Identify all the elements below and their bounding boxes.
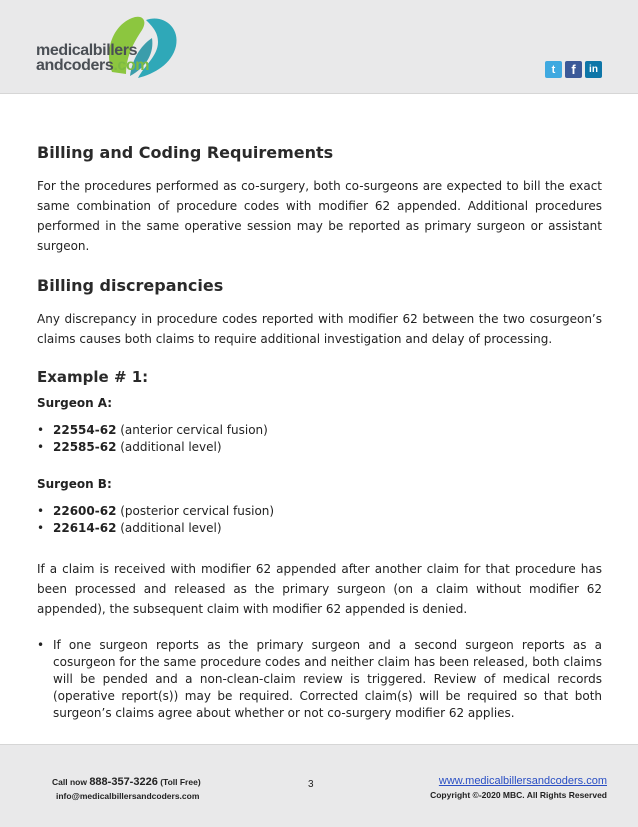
twitter-icon[interactable]: t bbox=[545, 61, 562, 78]
procedure-code: 22554-62 bbox=[53, 423, 117, 437]
footer-site bbox=[430, 773, 607, 802]
phone-number[interactable]: 888-357-3226 bbox=[89, 776, 158, 788]
page-number: 3 bbox=[308, 779, 314, 790]
logo-suffix: .com bbox=[113, 57, 150, 74]
procedure-code: 22585-62 bbox=[53, 440, 117, 454]
heading-billing-coding: Billing and Coding Requirements bbox=[37, 143, 334, 162]
surgeon-a-label: Surgeon A: bbox=[37, 396, 113, 410]
procedure-desc: (additional level) bbox=[116, 521, 222, 535]
paragraph-modifier-denial: If a claim is received with modifier 62 appended after another claim for that procedure has been processed and released as the primary surgeon (on a claim without modifier 62 appended), the subsequent claim with modifier 62 appended is denied. bbox=[37, 562, 602, 616]
procedure-desc: (posterior cervical fusion) bbox=[116, 504, 275, 518]
list-item bbox=[37, 422, 268, 439]
list-item bbox=[37, 520, 274, 537]
bullet-cosurgeon-review: • If one surgeon reports as the primary surgeon and a second surgeon reports as a cosurgeon for the same procedure codes and neither claim has been released, both claims will be pended and a non-clean-claim review is triggered. Review of medical records (operative report(s)) may be required. Corrected claim(s) will be required so that both surgeon’s claims agree about whether or not co-surgery modifier 62 applies. bbox=[37, 637, 602, 722]
facebook-icon[interactable]: f bbox=[565, 61, 582, 78]
procedure-desc: (anterior cervical fusion) bbox=[116, 423, 268, 437]
toll-free-label: (Toll Free) bbox=[157, 777, 201, 787]
list-item bbox=[37, 503, 274, 520]
procedure-code: 22600-62 bbox=[53, 504, 117, 518]
page-header bbox=[0, 0, 638, 94]
website-link[interactable]: www.medicalbillersandcoders.com bbox=[438, 775, 607, 787]
page-footer bbox=[0, 744, 638, 827]
list-item bbox=[37, 439, 268, 456]
linkedin-icon[interactable]: in bbox=[585, 61, 602, 78]
footer-contact bbox=[52, 775, 201, 803]
email-link[interactable]: info@medicalbillersandcoders.com bbox=[56, 791, 200, 801]
surgeon-a-list bbox=[37, 422, 268, 456]
paragraph-billing-coding: For the procedures performed as co-surgery, both co-surgeons are expected to bill the exact same combination of procedure codes with modifier 62 appended. Additional procedures performed in the same operative session may be reported as primary surgeon or assistant surgeon. bbox=[37, 179, 602, 253]
surgeon-b-label: Surgeon B: bbox=[37, 477, 112, 491]
surgeon-b-list bbox=[37, 503, 274, 537]
social-links bbox=[545, 61, 602, 78]
procedure-desc: (additional level) bbox=[116, 440, 222, 454]
logo-line1: medicalbillers bbox=[36, 42, 138, 59]
paragraph-discrepancies: Any discrepancy in procedure codes reported with modifier 62 between the two cosurgeon’s claims causes both claims to require additional investigation and delay of processing. bbox=[37, 312, 602, 346]
logo-text bbox=[36, 43, 149, 73]
call-prefix: Call now bbox=[52, 777, 90, 787]
copyright-text: Copyright ©-2020 MBC. All Rights Reserved bbox=[430, 790, 607, 800]
heading-billing-discrepancies: Billing discrepancies bbox=[37, 276, 224, 295]
logo-line2: andcoders bbox=[36, 57, 114, 74]
procedure-code: 22614-62 bbox=[53, 521, 117, 535]
heading-example: Example # 1: bbox=[37, 368, 149, 386]
